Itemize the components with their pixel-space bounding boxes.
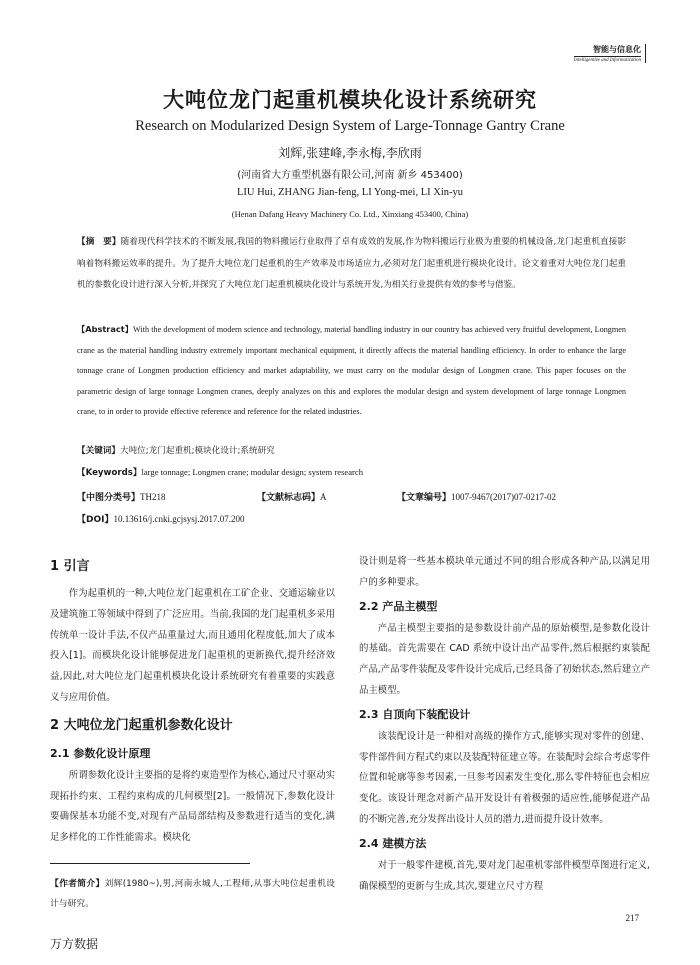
section-2-1-paragraph: 所谓参数化设计主要指的是将约束造型作为核心,通过尺寸驱动实现拓扑约束、工程约束构成的几何模型[2]。一般情况下,参数化设计要确保基本功能不变,对现有产品局部结构及参数进行适当的变化,满足多样化的工作性能需求。模块化 (50, 769, 335, 844)
paper-title-zh: 大吨位龙门起重机模块化设计系统研究 (163, 88, 537, 112)
doi-value: 10.13616/j.cnki.gcjsysj.2017.07.200 (113, 514, 245, 524)
authors-en: LIU Hui, ZHANG Jian-feng, LI Yong-mei, LI Xin-yu (236, 187, 463, 198)
article-value: 1007-9467(2017)07-0217-02 (451, 492, 557, 502)
article-number (397, 490, 556, 503)
keywords-zh-label: 【关键词】 (77, 446, 120, 456)
doc-code (257, 490, 327, 503)
authors-zh: 刘辉,张建峰,李永梅,李欣雨 (278, 146, 422, 160)
section-2-4-title: 2.4 建模方法 (359, 836, 427, 850)
footnote-divider (50, 863, 250, 864)
abstract-zh-label: 【摘 要】 (77, 237, 121, 247)
continued-paragraph: 设计则是将一些基本模块单元通过不同的组合形成各种产品,以满足用户的多种要求。 (359, 556, 650, 588)
section-1-paragraph: 作为起重机的一种,大吨位龙门起重机在工矿企业、交通运输业以及建筑施工等领域中得到了广泛应用。当前,我国的龙门起重机多采用传统单一设计手法,不仅产品重量过大,而且通用化程度低,加大了成本投入[1]。而模块化设计能够促进龙门起重机的更新换代,提升经济效益,因此,对大吨位龙门起重机模块化设计系统研究有着重要的实践意义与应用价值。 (50, 588, 335, 703)
journal-header (574, 44, 646, 63)
author-bio (50, 874, 335, 914)
section-2-3-paragraph: 该装配设计是一种相对高级的操作方式,能够实现对零件的创建、零件部件间方程式约束以及装配特征建立等。在装配时会综合考虑零件位置和轮廓等参考因素,一旦参考因素发生变化,那么零件特征也会相应变化。该设计理念对新产品开发设计有着极强的适应性,能够促进产品的不断完善,充分发挥出设计人员的潜力,进而提升设计效率。 (359, 730, 650, 825)
abstract-zh (77, 232, 626, 297)
keywords-en-label: 【Keywords】 (77, 468, 142, 478)
left-column (50, 552, 335, 914)
watermark: 万方数据 (50, 937, 99, 951)
section-2-2-title: 2.2 产品主模型 (359, 599, 438, 613)
keywords-en (77, 466, 626, 478)
article-label: 【文章编号】 (397, 493, 452, 503)
section-2-4-paragraph: 对于一般零件建模,首先,要对龙门起重机零部件模型草图进行定义,确保模型的更新与生成,其次,要建立尺寸方程 (359, 859, 650, 892)
section-1-title: 1 引言 (50, 559, 90, 574)
abstract-en (77, 319, 626, 423)
keywords-zh (77, 444, 626, 456)
doi-row (77, 512, 626, 525)
author-bio-label: 【作者简介】 (50, 878, 105, 889)
clc-code (77, 490, 166, 503)
affiliation-zh: (河南省大方重型机器有限公司,河南 新乡 453400) (237, 170, 463, 181)
doc-value: A (320, 492, 327, 502)
journal-name-zh: 智能与信息化 (593, 45, 641, 54)
keywords-zh-text: 大吨位;龙门起重机;模块化设计;系统研究 (119, 446, 275, 456)
abstract-zh-text: 随着现代科学技术的不断发展,我国的物料搬运行业取得了卓有成效的发展,作为物料搬运行业极为重要的机械设备,龙门起重机直接影响着物料搬运效率的提升。为了提升大吨位龙门起重机的生产效率及市场适应力,必须对龙门起重机进行模块化设计。论文着重对大吨位龙门起重机的参数化设计进行深入分析,并探究了大吨位龙门起重机模块化设计与系统开发,为相关行业提供有效的参考与借鉴。 (77, 237, 626, 290)
clc-label: 【中图分类号】 (77, 493, 141, 503)
journal-name-en: Intelligentize and Informatization (573, 58, 641, 63)
keywords-en-text: large tonnage; Longmen crane; modular design; system research (141, 467, 364, 477)
abstract-en-text: With the development of modern science and technology, material handling industry in our country has achieved very fruitful development, Longmen crane as the material handling industry extremely important mechanical equipment, it directly affects the material handling efficiency. In order to enhance the large tonnage crane of Longmen production efficiency and market adaptability, we must carry on the modular design of Longmen crane. This paper focuses on the parametric design of large tonnage Longmen cranes, deeply analyzes on this and explores the modular design and system development of large tonnage Longmen crane, to in order to provide effective reference and reference for the related industries. (77, 325, 626, 416)
page-number: 217 (625, 913, 639, 923)
right-column (359, 552, 650, 897)
section-2-1-title: 2.1 参数化设计原理 (50, 746, 151, 760)
clc-value: TH218 (140, 492, 166, 502)
affiliation-en: (Henan Dafang Heavy Machinery Co. Ltd., Xinxiang 453400, China) (231, 209, 469, 219)
abstract-en-label: 【Abstract】 (77, 324, 134, 334)
section-2-title: 2 大吨位龙门起重机参数化设计 (50, 717, 233, 733)
author-bio-text: 刘辉(1980~),男,河南永城人,工程师,从事大吨位起重机设计与研究。 (50, 878, 335, 909)
doi-label: 【DOI】 (77, 515, 114, 525)
section-2-3-title: 2.3 自顶向下装配设计 (359, 707, 471, 721)
doc-label: 【文献标志码】 (257, 493, 321, 503)
section-2-2-paragraph: 产品主模型主要指的是参数设计前产品的原始模型,是参数化设计的基础。首先需要在 CAD 系统中设计出产品零件,然后根据约束装配产品,产品零件装配及零件设计完成后,已经具备了初始状态,然后建立产品主模型。 (359, 622, 650, 696)
paper-title-en: Research on Modularized Design System of Large-Tonnage Gantry Crane (135, 118, 565, 134)
